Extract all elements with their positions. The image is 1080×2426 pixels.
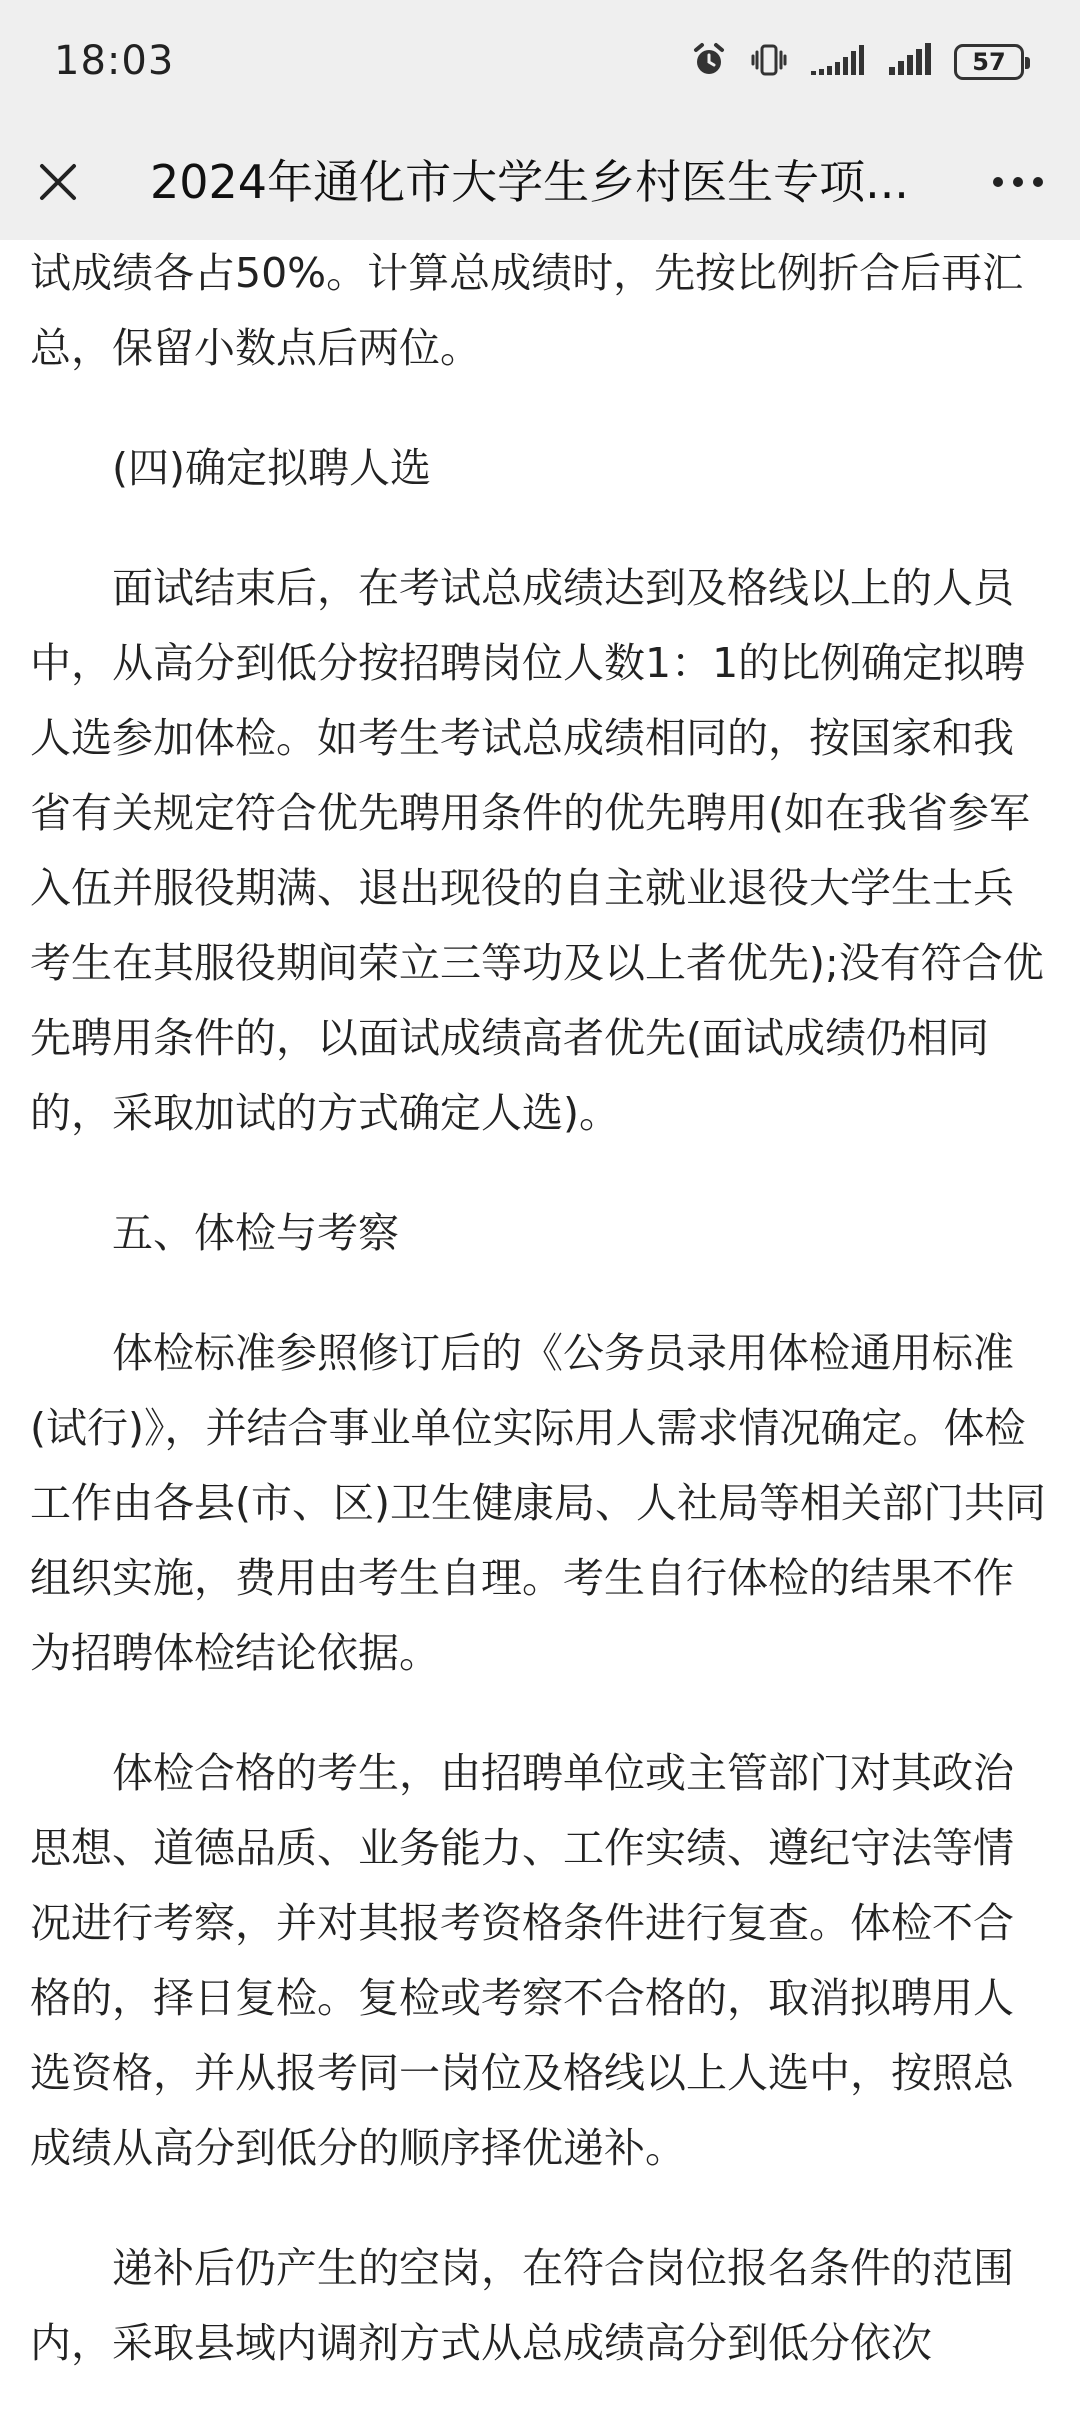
close-icon	[36, 160, 80, 204]
vibrate-icon	[750, 41, 788, 83]
section-heading: (四)确定拟聘人选	[112, 444, 431, 492]
signal-icon	[810, 41, 866, 83]
article-paragraph: 面试结束后，在考试总成绩达到及格线以上的人员中，从高分到低分按招聘岗位人数1：1的比例确定拟聘人选参加体检。如考生考试总成绩相同的，按国家和我省有关规定符合优先聘用条件的优先聘用(如在我省参军入伍并服役期满、退出现役的自主就业退役大学生士兵考生在其服役期间荣立三等功及以上者优先);没有符合优先聘用条件的，以面试成绩高者优先(面试成绩仍相同的，采取加试的方式确定人选)。	[30, 564, 1044, 1137]
status-time: 18:03	[54, 38, 175, 84]
status-icons	[690, 40, 1024, 84]
article-content	[30, 240, 1050, 2426]
more-button[interactable]	[986, 150, 1050, 214]
battery-indicator	[954, 44, 1024, 80]
close-button[interactable]	[26, 150, 90, 214]
page-title: 2024年通化市大学生乡村医生专项...	[150, 155, 909, 209]
signal-icon	[888, 41, 932, 83]
status-bar	[0, 0, 1080, 124]
battery-level: 57	[972, 48, 1006, 76]
article-paragraph: 体检合格的考生，由招聘单位或主管部门对其政治思想、道德品质、业务能力、工作实绩、遵纪守法等情况进行考察，并对其报考资格条件进行复查。体检不合格的，择日复检。复检或考察不合格的，取消拟聘用人选资格，并从报考同一岗位及格线以上人选中，按照总成绩从高分到低分的顺序择优递补。	[30, 1749, 1014, 2172]
title-bar	[0, 124, 1080, 240]
article-paragraph: 递补后仍产生的空岗，在符合岗位报名条件的范围内，采取县域内调剂方式从总成绩高分到低分依次	[30, 2244, 1014, 2367]
article-paragraph: 试成绩各占50%。计算总成绩时，先按比例折合后再汇总，保留小数点后两位。	[30, 249, 1024, 372]
section-heading: 五、体检与考察	[112, 1209, 399, 1257]
alarm-icon	[690, 41, 728, 83]
article-paragraph: 体检标准参照修订后的《公务员录用体检通用标准(试行)》，并结合事业单位实际用人需求情况确定。体检工作由各县(市、区)卫生健康局、人社局等相关部门共同组织实施，费用由考生自理。考生自行体检的结果不作为招聘体检结论依据。	[30, 1329, 1046, 1677]
more-icon	[992, 174, 1044, 190]
